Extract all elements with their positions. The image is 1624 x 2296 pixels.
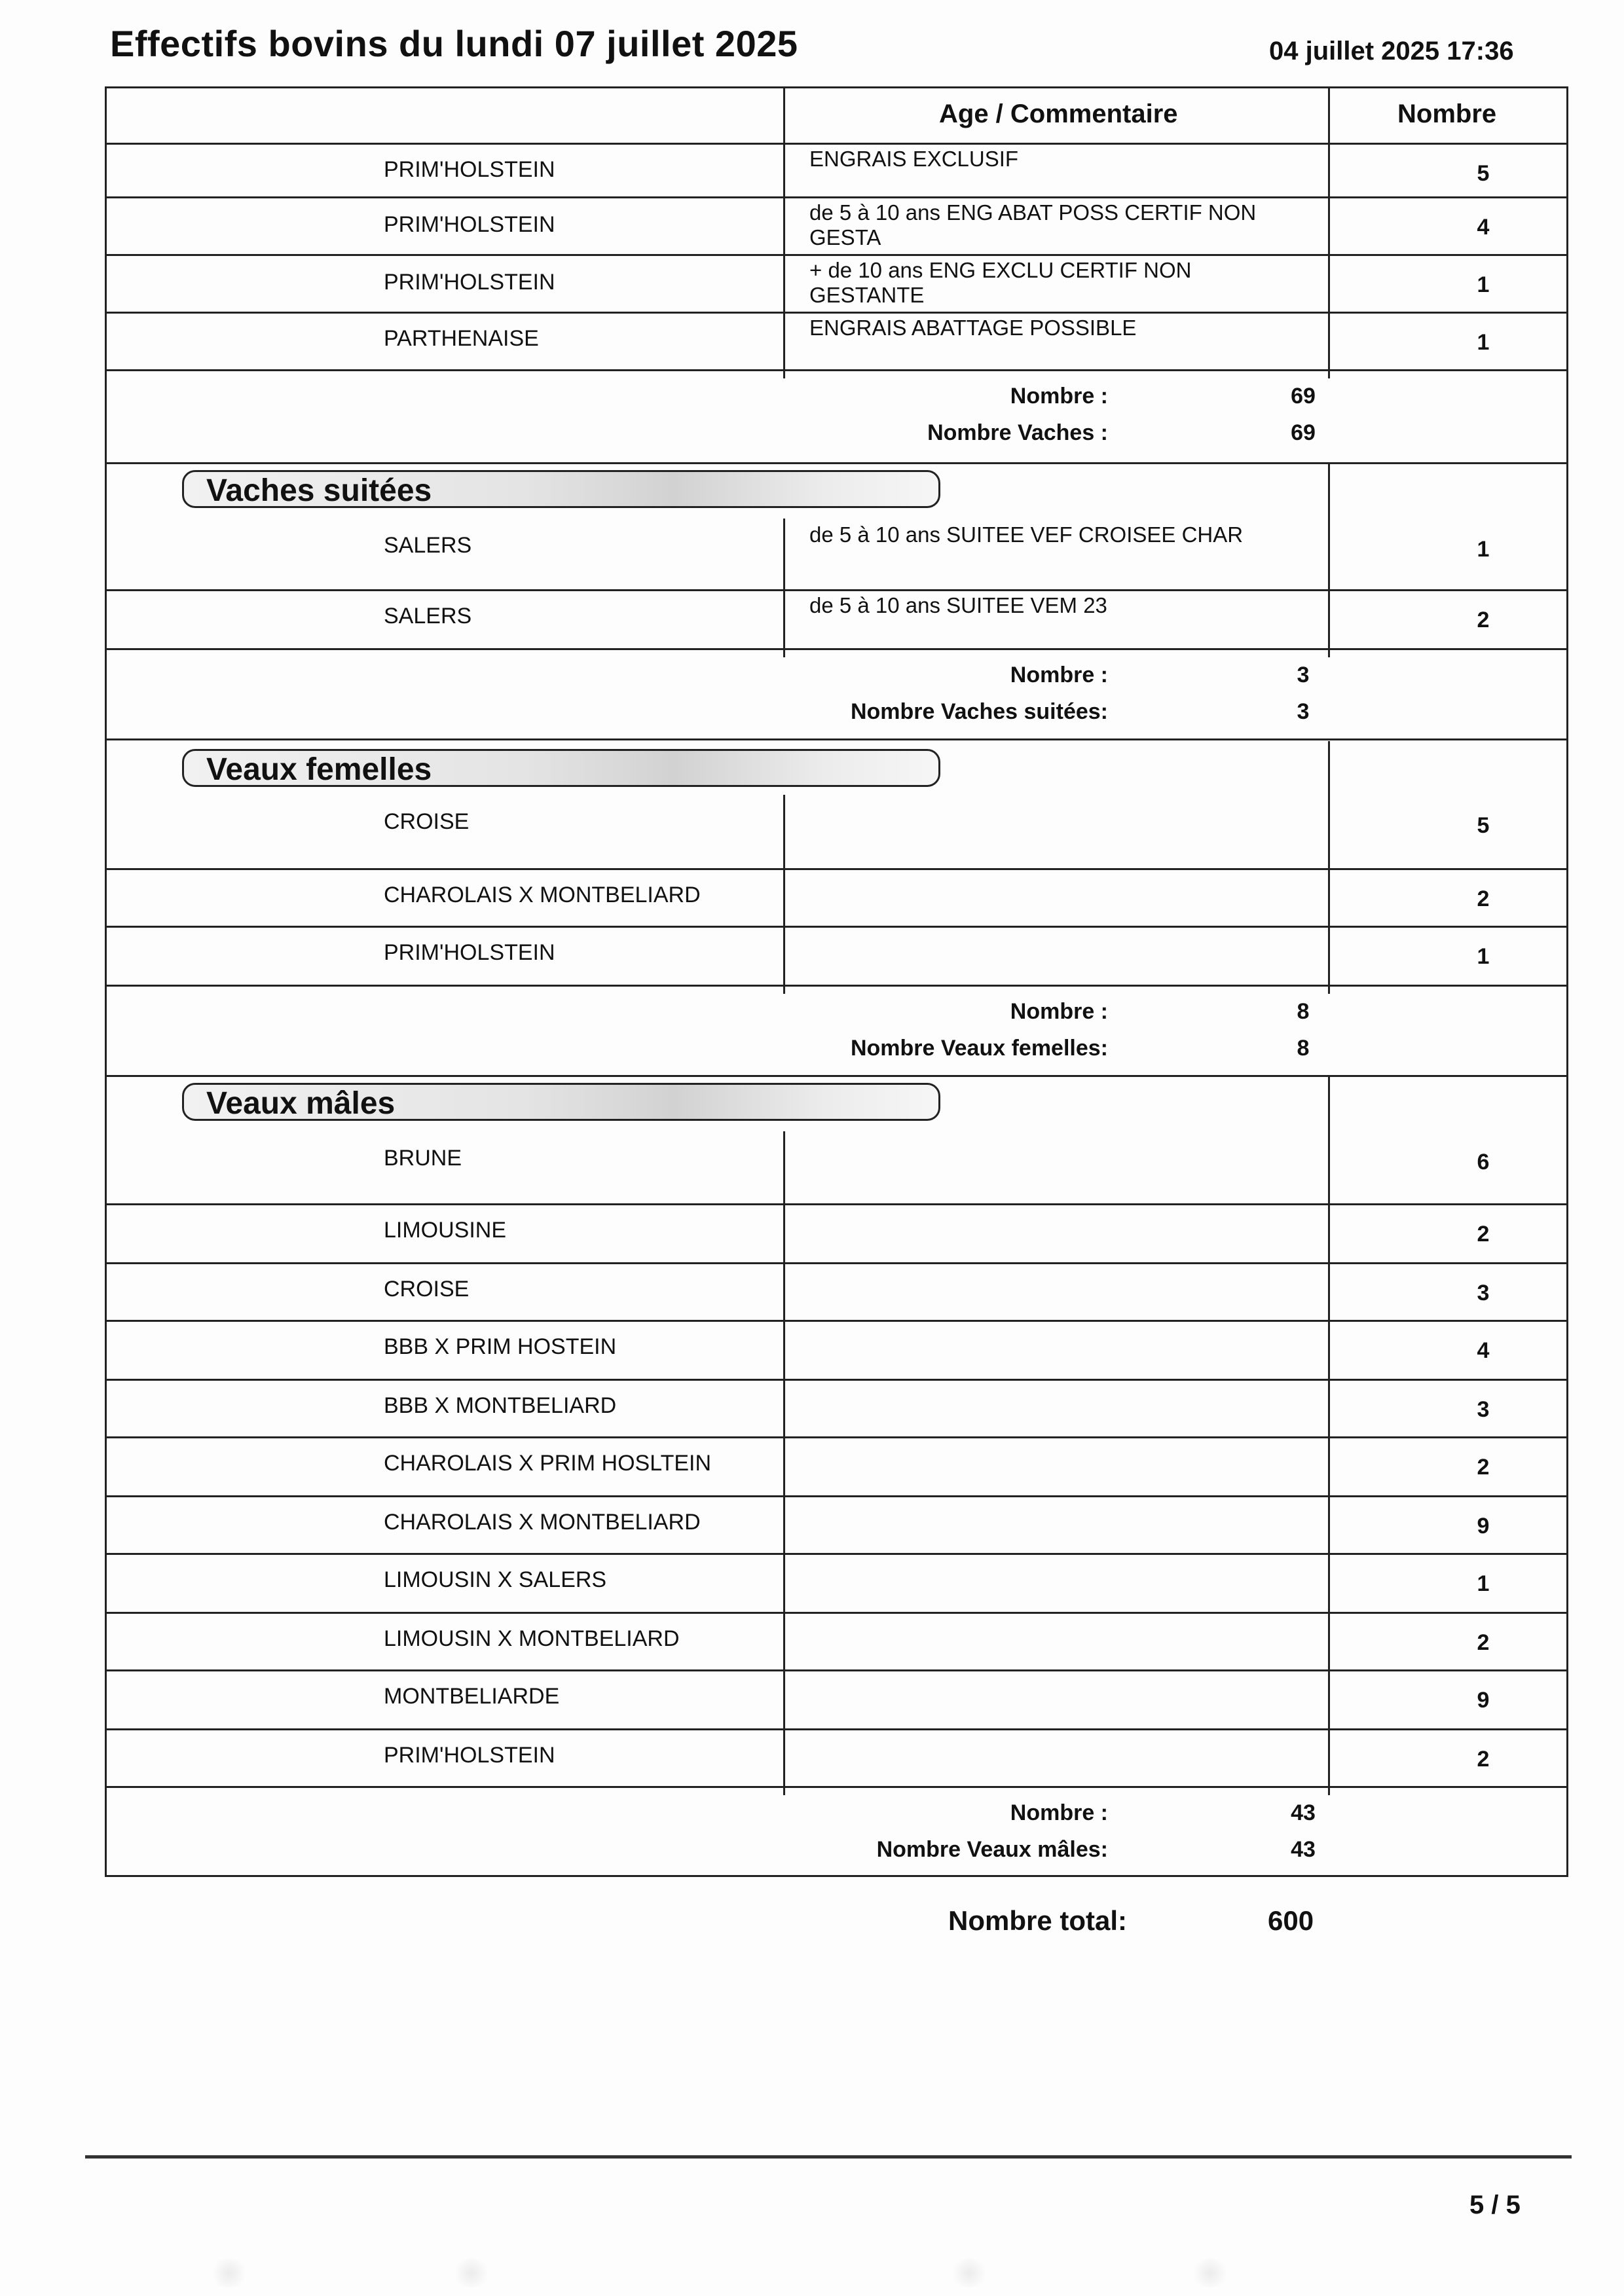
column-rule xyxy=(783,1728,785,1786)
column-rule xyxy=(1328,86,1330,143)
column-rule xyxy=(783,985,785,994)
column-rule xyxy=(1328,369,1330,378)
category-total-label: Nombre Vaches : xyxy=(927,420,1108,445)
column-rule xyxy=(1328,1075,1330,1131)
count-cell: 2 xyxy=(1477,1222,1490,1247)
table-rule xyxy=(105,1786,1568,1788)
table-rule xyxy=(105,1075,1568,1077)
table-rule xyxy=(105,196,1568,198)
column-rule xyxy=(783,1495,785,1553)
table-rule xyxy=(105,1320,1568,1322)
column-header-age: Age / Commentaire xyxy=(939,100,1178,128)
column-rule xyxy=(783,1379,785,1436)
scan-blot xyxy=(950,2259,989,2287)
subtotal-label: Nombre : xyxy=(1010,384,1108,409)
breed-cell: BRUNE xyxy=(384,1146,462,1171)
breed-cell: CHAROLAIS X MONTBELIARD xyxy=(384,883,701,907)
subtotal-value: 69 xyxy=(1291,384,1316,409)
count-cell: 1 xyxy=(1477,272,1490,297)
table-rule xyxy=(105,143,1568,145)
comment-cell: ENGRAIS EXCLUSIF xyxy=(809,147,1019,171)
table-rule xyxy=(105,312,1568,314)
count-cell: 2 xyxy=(1477,1747,1490,1772)
count-cell: 2 xyxy=(1477,1455,1490,1480)
grand-total-value: 600 xyxy=(1268,1905,1314,1936)
column-rule xyxy=(783,1669,785,1728)
breed-cell: PRIM'HOLSTEIN xyxy=(384,270,555,295)
category-total-value: 69 xyxy=(1291,420,1316,445)
breed-cell: MONTBELIARDE xyxy=(384,1684,560,1709)
footer-rule xyxy=(85,2155,1572,2159)
breed-cell: CROISE xyxy=(384,1277,470,1302)
breed-cell: BBB X MONTBELIARD xyxy=(384,1393,617,1418)
table-rule xyxy=(105,369,1568,371)
table-rule xyxy=(105,86,1568,88)
column-rule xyxy=(783,312,785,369)
table-rule xyxy=(105,1612,1568,1614)
column-rule xyxy=(783,926,785,985)
column-rule xyxy=(783,369,785,378)
column-rule xyxy=(783,868,785,926)
breed-cell: BBB X PRIM HOSTEIN xyxy=(384,1334,617,1359)
count-cell: 6 xyxy=(1477,1150,1490,1175)
category-total-value: 43 xyxy=(1291,1837,1316,1862)
breed-cell: LIMOUSIN X SALERS xyxy=(384,1567,607,1592)
count-cell: 2 xyxy=(1477,1630,1490,1655)
column-rule xyxy=(783,254,785,312)
comment-cell: de 5 à 10 ans SUITEE VEF CROISEE CHAR xyxy=(809,522,1244,547)
section-title: Veaux femelles xyxy=(206,752,432,787)
count-cell: 1 xyxy=(1477,944,1490,969)
column-rule xyxy=(783,519,785,589)
scan-blot xyxy=(452,2259,491,2287)
scan-blot xyxy=(1190,2259,1230,2287)
breed-cell: CHAROLAIS X MONTBELIARD xyxy=(384,1510,701,1535)
count-cell: 2 xyxy=(1477,608,1490,632)
table-rule xyxy=(105,462,1568,464)
category-total-value: 8 xyxy=(1297,1036,1310,1061)
count-cell: 1 xyxy=(1477,537,1490,562)
breed-cell: SALERS xyxy=(384,533,472,558)
table-rule xyxy=(105,868,1568,870)
column-rule xyxy=(1328,1786,1330,1795)
section-header xyxy=(182,1083,940,1121)
column-rule xyxy=(783,143,785,196)
subtotal-label: Nombre : xyxy=(1010,1800,1108,1825)
column-rule xyxy=(1328,985,1330,994)
category-total-value: 3 xyxy=(1297,699,1310,724)
table-rule xyxy=(105,985,1568,987)
scan-blot xyxy=(210,2259,249,2287)
count-cell: 9 xyxy=(1477,1514,1490,1539)
subtotal-value: 43 xyxy=(1291,1800,1316,1825)
comment-cell: de 5 à 10 ans SUITEE VEM 23 xyxy=(809,593,1107,617)
column-rule xyxy=(783,1786,785,1795)
subtotal-value: 3 xyxy=(1297,663,1310,687)
column-rule xyxy=(1328,462,1330,519)
count-cell: 3 xyxy=(1477,1397,1490,1422)
column-rule xyxy=(783,196,785,254)
count-cell: 4 xyxy=(1477,215,1490,240)
column-rule xyxy=(783,1131,785,1203)
subtotal-label: Nombre : xyxy=(1010,663,1108,687)
breed-cell: CROISE xyxy=(384,809,470,834)
table-rule xyxy=(105,589,1568,591)
section-header xyxy=(182,749,940,787)
breed-cell: LIMOUSIN X MONTBELIARD xyxy=(384,1626,680,1651)
column-rule xyxy=(783,589,785,648)
table-rule xyxy=(105,1379,1568,1381)
breed-cell: CHAROLAIS X PRIM HOSLTEIN xyxy=(384,1451,712,1476)
column-rule xyxy=(783,1553,785,1612)
comment-cell: ENGRAIS ABATTAGE POSSIBLE xyxy=(809,316,1137,340)
table-rule xyxy=(105,1436,1568,1438)
column-rule xyxy=(783,1203,785,1262)
table-rule xyxy=(105,926,1568,928)
column-rule xyxy=(783,86,785,143)
column-header-count: Nombre xyxy=(1397,100,1497,128)
count-cell: 9 xyxy=(1477,1688,1490,1713)
category-total-label: Nombre Vaches suitées: xyxy=(850,699,1108,724)
breed-cell: PRIM'HOLSTEIN xyxy=(384,940,555,965)
count-cell: 1 xyxy=(1477,1571,1490,1596)
table-rule xyxy=(105,1203,1568,1205)
section-title: Veaux mâles xyxy=(206,1086,396,1121)
column-rule xyxy=(783,1320,785,1379)
table-rule xyxy=(105,254,1568,256)
count-cell: 5 xyxy=(1477,161,1490,186)
breed-cell: SALERS xyxy=(384,604,472,629)
page-title: Effectifs bovins du lundi 07 juillet 2025 xyxy=(110,23,798,64)
column-rule xyxy=(1328,648,1330,657)
table-rule xyxy=(105,1728,1568,1730)
comment-cell: + de 10 ans ENG EXCLU CERTIF NON GESTANTE xyxy=(809,258,1192,307)
column-rule xyxy=(1328,741,1330,795)
page-number: 5 / 5 xyxy=(1469,2191,1521,2219)
table-rule xyxy=(105,1553,1568,1555)
count-cell: 1 xyxy=(1477,330,1490,355)
subtotal-value: 8 xyxy=(1297,999,1310,1024)
table-rule xyxy=(105,1495,1568,1497)
column-rule xyxy=(783,1436,785,1495)
section-header xyxy=(182,470,940,508)
count-cell: 5 xyxy=(1477,813,1490,838)
breed-cell: PARTHENAISE xyxy=(384,326,539,351)
category-total-label: Nombre Veaux femelles: xyxy=(850,1036,1108,1061)
table-rule xyxy=(105,1875,1568,1877)
count-cell: 4 xyxy=(1477,1338,1490,1363)
count-cell: 2 xyxy=(1477,886,1490,911)
comment-cell: de 5 à 10 ans ENG ABAT POSS CERTIF NON GESTA xyxy=(809,200,1257,249)
table-rule xyxy=(105,648,1568,650)
column-rule xyxy=(783,795,785,868)
column-rule xyxy=(783,648,785,657)
breed-cell: PRIM'HOLSTEIN xyxy=(384,212,555,237)
table-rule xyxy=(105,738,1568,740)
column-rule xyxy=(105,86,107,1875)
column-rule xyxy=(783,1262,785,1320)
table-rule xyxy=(105,1669,1568,1671)
breed-cell: PRIM'HOLSTEIN xyxy=(384,157,555,182)
table-rule xyxy=(105,1262,1568,1264)
subtotal-label: Nombre : xyxy=(1010,999,1108,1024)
print-date: 04 juillet 2025 17:36 xyxy=(1269,37,1514,65)
count-cell: 3 xyxy=(1477,1281,1490,1305)
section-title: Vaches suitées xyxy=(206,473,432,508)
breed-cell: PRIM'HOLSTEIN xyxy=(384,1743,555,1768)
grand-total-label: Nombre total: xyxy=(948,1905,1127,1936)
column-rule xyxy=(783,1612,785,1669)
category-total-label: Nombre Veaux mâles: xyxy=(876,1837,1108,1862)
breed-cell: LIMOUSINE xyxy=(384,1218,507,1243)
